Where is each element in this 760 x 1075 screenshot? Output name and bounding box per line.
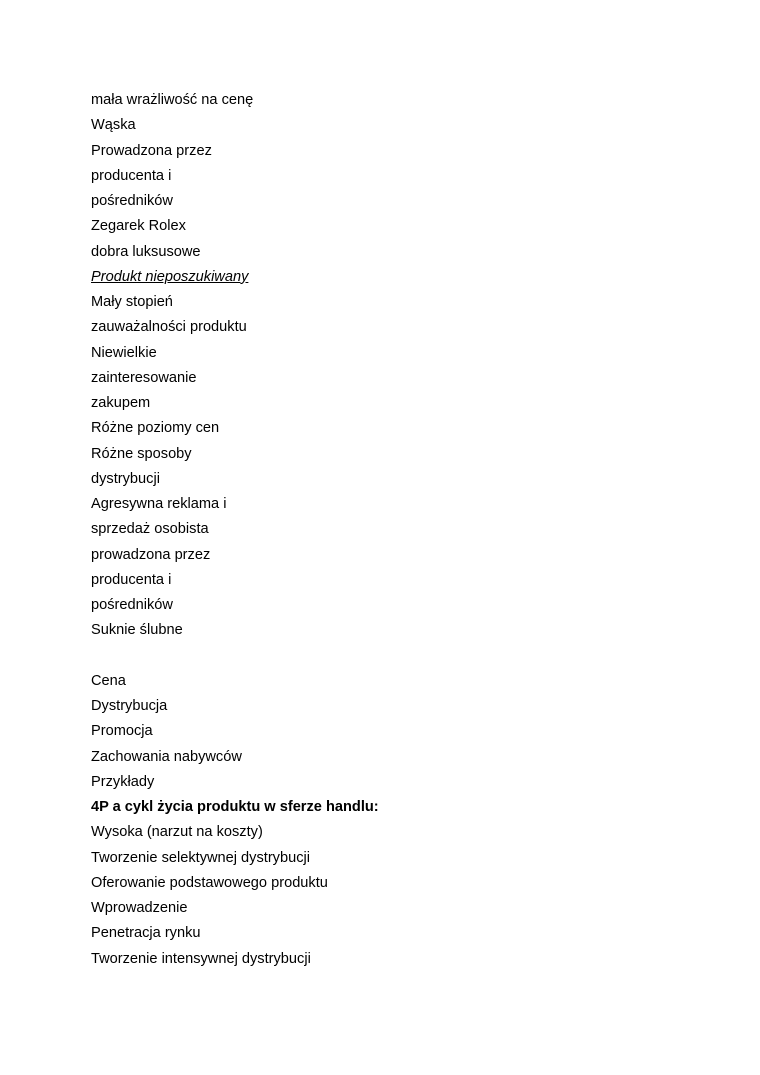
text-line: Różne poziomy cen bbox=[91, 420, 220, 437]
text-line: Tworzenie intensywnej dystrybucji bbox=[91, 950, 311, 967]
subheading: Produkt nieposzukiwany bbox=[91, 268, 249, 285]
text-line: Suknie ślubne bbox=[91, 622, 183, 639]
text-line: Oferowanie podstawowego produktu bbox=[91, 874, 328, 891]
text-line: producenta i bbox=[91, 167, 172, 184]
text-line: Dystrybucja bbox=[91, 698, 168, 714]
text-line: Cena bbox=[91, 672, 126, 689]
text-line: Wąska bbox=[91, 117, 136, 134]
text-line: zauważalności produktu bbox=[91, 319, 247, 336]
text-line: Penetracja rynku bbox=[91, 925, 201, 942]
text-line: prowadzona przez bbox=[91, 546, 211, 563]
text-line: sprzedaż osobista bbox=[91, 521, 209, 538]
text-line: Wprowadzenie bbox=[91, 900, 188, 916]
text-line: dobra luksusowe bbox=[91, 243, 201, 260]
text-line: Mały stopień bbox=[91, 294, 173, 310]
text-line: Agresywna reklama i bbox=[91, 496, 227, 512]
text-line: Niewielkie bbox=[91, 344, 157, 361]
text-line: pośredników bbox=[91, 597, 173, 613]
text-line: pośredników bbox=[91, 193, 173, 209]
text-line: Promocja bbox=[91, 723, 153, 740]
text-line: Zachowania nabywców bbox=[91, 748, 242, 765]
text-line: zakupem bbox=[91, 395, 151, 411]
text-line: Przykłady bbox=[91, 773, 155, 790]
text-line: zainteresowanie bbox=[91, 369, 197, 386]
section-heading: 4P a cykl życia produktu w sferze handlu: bbox=[91, 799, 379, 815]
text-line: dystrybucji bbox=[91, 470, 160, 487]
blank-line bbox=[91, 644, 711, 669]
text-line: Zegarek Rolex bbox=[91, 218, 186, 235]
text-line: Prowadzona przez bbox=[91, 142, 212, 159]
document-text-block bbox=[91, 88, 711, 972]
text-line: Tworzenie selektywnej dystrybucji bbox=[91, 849, 310, 866]
text-line: Różne sposoby bbox=[91, 445, 192, 462]
text-line: mała wrażliwość na cenę bbox=[91, 92, 254, 108]
text-line: producenta i bbox=[91, 571, 172, 588]
text-line: Wysoka (narzut na koszty) bbox=[91, 824, 263, 841]
